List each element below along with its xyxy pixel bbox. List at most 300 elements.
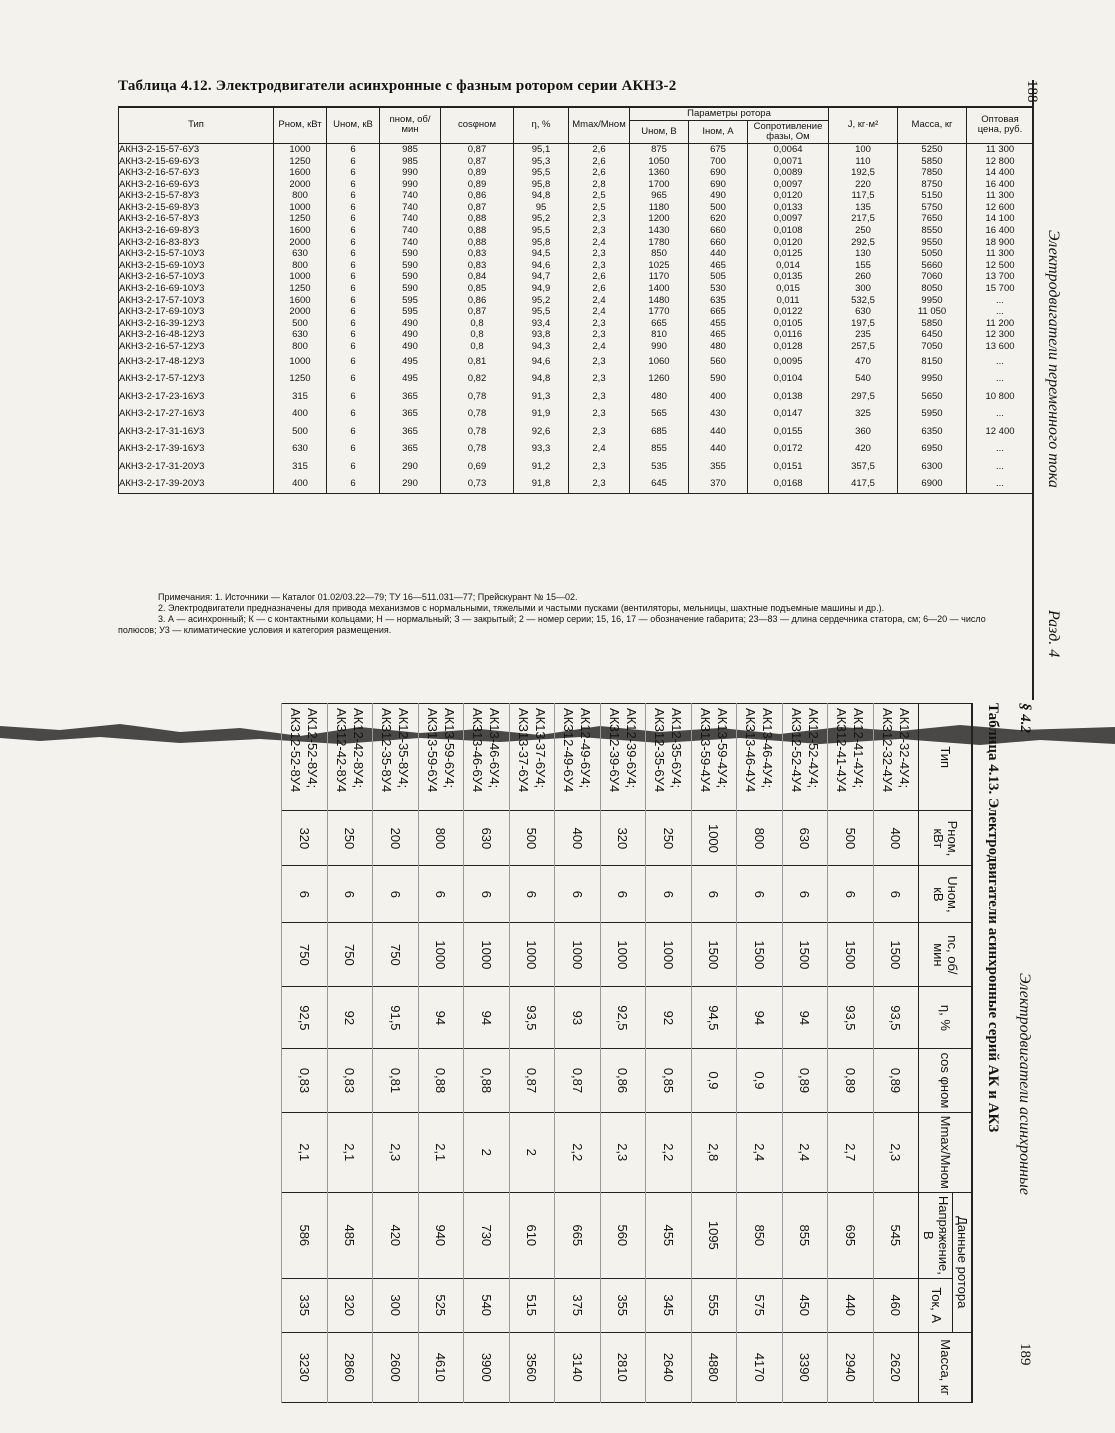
table-row [282, 704, 328, 1403]
table-cell: 0,86 [441, 295, 514, 307]
table-cell: 6 [327, 271, 380, 283]
table-cell: 0,87 [441, 202, 514, 214]
col-eta: η, % [514, 107, 569, 143]
type-line: АКЗ13-59-6У4 [424, 708, 440, 793]
table-cell: 11 050 [898, 306, 967, 318]
table-cell: 0,89 [873, 1049, 919, 1112]
table-cell: 985 [380, 143, 441, 155]
table-cell: 357,5 [829, 458, 898, 476]
table-cell: 5050 [898, 248, 967, 260]
table-row [737, 704, 783, 1403]
table-cell: 560 [689, 353, 748, 371]
table-cell: 2620 [873, 1332, 919, 1402]
table-cell: 0,73 [441, 475, 514, 493]
table-cell: АКНЗ-2-16-57-8У3 [119, 213, 274, 225]
table-cell: 0,0097 [748, 213, 829, 225]
table-cell: 3140 [555, 1332, 601, 1402]
table-cell: 2,5 [569, 190, 630, 202]
note-2: 2. Электродвигатели предназначены для привода механизмов с нормальными, тяжелыми и частыми пусками (вентиляторы, мельницы, шахтные подъемные машины и др.). [158, 603, 885, 613]
table-cell: 93,4 [514, 318, 569, 330]
table-cell: 8050 [898, 283, 967, 295]
page-189-content [113, 703, 1033, 1403]
table-cell: 6 [327, 458, 380, 476]
type-line: АК13-59-4У4; [714, 708, 730, 789]
table-cell: 855 [630, 440, 689, 458]
table-cell: 7850 [898, 167, 967, 179]
table-cell [828, 704, 874, 811]
table-cell: 800 [418, 811, 464, 866]
table-row [119, 237, 1034, 249]
table-cell: 990 [380, 167, 441, 179]
table-cell: ... [967, 295, 1034, 307]
table-cell: 1600 [274, 167, 327, 179]
table-cell: 6900 [898, 475, 967, 493]
type-line: АК13-59-6У4; [441, 708, 457, 789]
table-cell: 2,4 [569, 237, 630, 249]
table-cell: 465 [689, 329, 748, 341]
col-mass: Масса, кг [898, 107, 967, 143]
table-cell: 14 400 [967, 167, 1034, 179]
table-row [119, 388, 1034, 406]
col-rotor-i: Ток, А [919, 1278, 953, 1332]
table-cell: ... [967, 306, 1034, 318]
table-cell: 6 [327, 440, 380, 458]
table-cell: 490 [689, 190, 748, 202]
type-line: АК13-46-4У4; [760, 708, 776, 789]
table-cell [873, 704, 919, 811]
table-cell: 95,1 [514, 143, 569, 155]
table-cell: 630 [274, 329, 327, 341]
table-cell: 1000 [646, 923, 692, 987]
table-cell: 690 [689, 167, 748, 179]
table-cell: 3390 [782, 1332, 828, 1402]
table-cell: 665 [689, 306, 748, 318]
table-cell: 440 [689, 440, 748, 458]
table-cell: 7050 [898, 341, 967, 353]
col-j: J, кг·м² [829, 107, 898, 143]
table-cell: 2000 [274, 306, 327, 318]
table-cell: 1430 [630, 225, 689, 237]
table-cell: 94,5 [514, 248, 569, 260]
table-row [119, 167, 1034, 179]
table-cell: 1000 [600, 923, 646, 987]
table-cell: 535 [630, 458, 689, 476]
table-cell: АКНЗ-2-17-31-20У3 [119, 458, 274, 476]
table-cell: 95,8 [514, 179, 569, 191]
table-cell: 355 [600, 1278, 646, 1332]
table-cell: 6 [327, 156, 380, 168]
table-cell: 490 [380, 341, 441, 353]
table-4-13-body [282, 704, 919, 1403]
table-cell: 2,5 [569, 202, 630, 214]
table-cell: 130 [829, 248, 898, 260]
table-cell: 965 [630, 190, 689, 202]
table-cell: 0,0135 [748, 271, 829, 283]
running-title-top: Электродвигатели переменного тока [1045, 230, 1062, 488]
table-cell: 95,5 [514, 225, 569, 237]
table-cell: 11 300 [967, 143, 1034, 155]
table-cell: АКНЗ-2-17-48-12У3 [119, 353, 274, 371]
table-cell: 94 [737, 987, 783, 1049]
table-cell: 1600 [274, 225, 327, 237]
table-cell [373, 704, 419, 811]
table-cell: 6 [327, 866, 373, 923]
table-cell: 257,5 [829, 341, 898, 353]
table-cell: 2,3 [569, 318, 630, 330]
table-cell: 6 [646, 866, 692, 923]
table-cell: 197,5 [829, 318, 898, 330]
table-row [119, 370, 1034, 388]
table-row [119, 143, 1034, 155]
table-cell: 420 [373, 1192, 419, 1278]
table-cell: АКНЗ-2-17-39-20У3 [119, 475, 274, 493]
table-cell: 250 [327, 811, 373, 866]
table-cell: 610 [509, 1192, 555, 1278]
table-cell: ... [967, 440, 1034, 458]
table-cell: 2000 [274, 237, 327, 249]
table-cell: 0,87 [441, 143, 514, 155]
table-cell [737, 704, 783, 811]
table-row [119, 283, 1034, 295]
table-cell: 740 [380, 213, 441, 225]
table-cell: 94,5 [691, 987, 737, 1049]
table-cell: 0,0108 [748, 225, 829, 237]
type-line: АКЗ13-46-4У4 [743, 708, 759, 793]
table-cell: 800 [274, 190, 327, 202]
table-cell: 0,0133 [748, 202, 829, 214]
table-cell: 2,2 [555, 1112, 601, 1192]
table-cell: 430 [689, 405, 748, 423]
table-cell: АКНЗ-2-15-57-10У3 [119, 248, 274, 260]
table-row [555, 704, 601, 1403]
table-cell: 2,3 [873, 1112, 919, 1192]
table-cell: 6450 [898, 329, 967, 341]
table-cell: 665 [555, 1192, 601, 1278]
table-cell: 990 [630, 341, 689, 353]
table-cell: 0,0147 [748, 405, 829, 423]
table-cell: 2,3 [569, 388, 630, 406]
table-cell: 532,5 [829, 295, 898, 307]
table-cell: 94 [464, 987, 510, 1049]
table-cell: 685 [630, 423, 689, 441]
table-cell: 5660 [898, 260, 967, 272]
table-cell: 6 [282, 866, 328, 923]
table-cell: 490 [380, 318, 441, 330]
table-cell: АКНЗ-2-15-69-6У3 [119, 156, 274, 168]
table-cell: 2,3 [569, 225, 630, 237]
type-line: АКЗ12-52-4У4 [788, 708, 804, 793]
col-u-nom: Uном, кВ [919, 866, 972, 923]
table-cell: 1000 [418, 923, 464, 987]
table-cell: 0,9 [737, 1049, 783, 1112]
table-cell: АКНЗ-2-15-57-6У3 [119, 143, 274, 155]
table-cell: 0,0120 [748, 190, 829, 202]
table-cell: 0,85 [646, 1049, 692, 1112]
table-cell: 0,0105 [748, 318, 829, 330]
col-type: Тип [919, 704, 972, 811]
table-cell: АКНЗ-2-17-31-16У3 [119, 423, 274, 441]
table-cell: 6 [327, 179, 380, 191]
table-cell: 12 400 [967, 423, 1034, 441]
table-cell: 440 [689, 423, 748, 441]
note-3: 3. А — асинхронный; К — с контактными кольцами; Н — нормальный; З — закрытый; 2 — номер серии; 15, 16, 17 — обозначение габарита; 23—83 — длина сердечника статора, см; 6—20 — число полюсов; У3 — климатические условия и категория размещения. [118, 614, 986, 635]
table-cell: 1000 [274, 353, 327, 371]
table-cell: 1000 [464, 923, 510, 987]
table-row [509, 704, 555, 1403]
table-cell: 2,4 [782, 1112, 828, 1192]
table-cell: 1250 [274, 213, 327, 225]
table-cell: 2,1 [282, 1112, 328, 1192]
table-cell: 250 [829, 225, 898, 237]
table-cell: 555 [691, 1278, 737, 1332]
table-cell: 740 [380, 237, 441, 249]
table-cell: 1500 [691, 923, 737, 987]
table-cell: 2,3 [569, 353, 630, 371]
table-cell: 400 [689, 388, 748, 406]
table-cell [418, 704, 464, 811]
table-cell: 750 [327, 923, 373, 987]
table-cell: 6 [327, 295, 380, 307]
table-row [119, 353, 1034, 371]
col-n-c: nс, об/мин [919, 923, 972, 987]
table-cell: ... [967, 475, 1034, 493]
table-cell: 200 [373, 811, 419, 866]
table-cell: 0,87 [555, 1049, 601, 1112]
table-row [119, 190, 1034, 202]
table-cell: 0,9 [691, 1049, 737, 1112]
table-cell: 14 100 [967, 213, 1034, 225]
table-cell: 6950 [898, 440, 967, 458]
col-rotor-i: Iном, А [689, 120, 748, 143]
table-cell: 320 [282, 811, 328, 866]
table-cell: 740 [380, 225, 441, 237]
table-cell: 93 [555, 987, 601, 1049]
table-cell: 500 [689, 202, 748, 214]
table-cell: 0,83 [441, 260, 514, 272]
table-cell: 5850 [898, 156, 967, 168]
table-cell: 6 [873, 866, 919, 923]
table-cell: 0,88 [464, 1049, 510, 1112]
table-cell: 2,3 [569, 370, 630, 388]
running-title-bottom: Электродвигатели асинхронные [1016, 973, 1033, 1195]
table-cell: 1500 [737, 923, 783, 987]
table-cell: 8550 [898, 225, 967, 237]
table-cell: 2,4 [569, 440, 630, 458]
table-cell: 3230 [282, 1332, 328, 1402]
table-cell: 690 [689, 179, 748, 191]
type-line: АК12-42-8У4; [350, 708, 366, 789]
table-cell: 540 [829, 370, 898, 388]
table-cell: 6350 [898, 423, 967, 441]
table-cell: 260 [829, 271, 898, 283]
table-cell: 990 [380, 179, 441, 191]
table-cell: 94 [418, 987, 464, 1049]
table-cell: 5150 [898, 190, 967, 202]
table-cell: 525 [418, 1278, 464, 1332]
table-cell: 0,0104 [748, 370, 829, 388]
table-cell: АКНЗ-2-17-69-10У3 [119, 306, 274, 318]
table-cell: 0,014 [748, 260, 829, 272]
table-cell: 1500 [782, 923, 828, 987]
table-cell: 850 [737, 1192, 783, 1278]
table-cell: 6 [691, 866, 737, 923]
table-cell: 675 [689, 143, 748, 155]
table-cell: 1170 [630, 271, 689, 283]
type-line: АК12-39-6У4; [623, 708, 639, 789]
col-m-ratio: Mmax/Mном [919, 1112, 972, 1192]
table-cell: 11 300 [967, 190, 1034, 202]
table-cell: 94,7 [514, 271, 569, 283]
type-line: АК12-49-6У4; [578, 708, 594, 789]
note-1: Примечания: 1. Источники — Каталог 01.02/03.22—79; ТУ 16—511.031—77; Прейскурант № 15—02. [158, 592, 578, 602]
table-cell: 0,78 [441, 440, 514, 458]
table-cell: ... [967, 458, 1034, 476]
table-cell: АКНЗ-2-15-69-10У3 [119, 260, 274, 272]
table-cell: 95,5 [514, 306, 569, 318]
col-cos: cosφном [441, 107, 514, 143]
table-cell: 6 [327, 202, 380, 214]
table-cell: 0,0125 [748, 248, 829, 260]
table-cell: 590 [380, 271, 441, 283]
table-cell: 6 [828, 866, 874, 923]
table-row [119, 318, 1034, 330]
table-cell: 0,83 [282, 1049, 328, 1112]
table-cell: АКНЗ-2-16-83-8У3 [119, 237, 274, 249]
table-cell: 2,6 [569, 283, 630, 295]
table-cell: 417,5 [829, 475, 898, 493]
col-type: Тип [119, 107, 274, 143]
table-cell: 2,1 [327, 1112, 373, 1192]
table-cell: 91,5 [373, 987, 419, 1049]
table-cell: 0,84 [441, 271, 514, 283]
table-cell: 470 [829, 353, 898, 371]
table-cell: 6 [327, 190, 380, 202]
table-cell: 6 [555, 866, 601, 923]
table-cell: 365 [380, 405, 441, 423]
table-cell: АКНЗ-2-16-69-10У3 [119, 283, 274, 295]
table-row [327, 704, 373, 1403]
table-cell: 0,0122 [748, 306, 829, 318]
table-row [119, 202, 1034, 214]
table-cell: 800 [737, 811, 783, 866]
table-cell: 635 [689, 295, 748, 307]
table-cell: АКНЗ-2-16-57-12У3 [119, 341, 274, 353]
table-cell: 450 [782, 1278, 828, 1332]
table-cell: 575 [737, 1278, 783, 1332]
table-row [119, 405, 1034, 423]
table-cell: 750 [282, 923, 328, 987]
table-cell: 297,5 [829, 388, 898, 406]
table-cell: 0,8 [441, 341, 514, 353]
col-p-nom: Pном, кВт [274, 107, 327, 143]
table-cell [782, 704, 828, 811]
table-cell: 1000 [274, 202, 327, 214]
table-cell: 117,5 [829, 190, 898, 202]
table-cell: 1480 [630, 295, 689, 307]
table-cell: 6 [327, 213, 380, 225]
table-cell: 92,5 [282, 987, 328, 1049]
table-cell: 5850 [898, 318, 967, 330]
table-cell: 0,81 [441, 353, 514, 371]
table-cell: 0,0095 [748, 353, 829, 371]
table-cell: 0,89 [782, 1049, 828, 1112]
table-cell: 0,0138 [748, 388, 829, 406]
type-line: АКЗ12-52-8У4 [288, 708, 304, 793]
table-cell: 0,78 [441, 405, 514, 423]
table-cell: 0,0116 [748, 329, 829, 341]
table-cell: 0,0128 [748, 341, 829, 353]
table-cell: 1095 [691, 1192, 737, 1278]
type-line: АКЗ12-35-8У4 [379, 708, 395, 793]
col-price: Оптовая цена, руб. [967, 107, 1034, 143]
table-cell: 6 [327, 388, 380, 406]
table-cell: 6 [782, 866, 828, 923]
type-line: АК12-52-4У4; [805, 708, 821, 789]
table-cell: 1250 [274, 283, 327, 295]
table-cell: 16 400 [967, 179, 1034, 191]
table-cell: 94,3 [514, 341, 569, 353]
table-cell: 1250 [274, 156, 327, 168]
table-cell: 1260 [630, 370, 689, 388]
col-u-nom: Uном, кВ [327, 107, 380, 143]
table-cell: 0,86 [441, 190, 514, 202]
table-cell: 95,2 [514, 295, 569, 307]
table-cell: 217,5 [829, 213, 898, 225]
table-cell: 440 [828, 1278, 874, 1332]
table-cell: 13 600 [967, 341, 1034, 353]
table-cell: 400 [274, 475, 327, 493]
table-cell: 0,83 [327, 1049, 373, 1112]
table-cell: 0,011 [748, 295, 829, 307]
table-cell [509, 704, 555, 811]
table-cell: АКНЗ-2-17-57-12У3 [119, 370, 274, 388]
table-row [119, 248, 1034, 260]
table-cell: 95,3 [514, 156, 569, 168]
table-cell: 850 [630, 248, 689, 260]
page-number-189: 189 [1017, 1343, 1033, 1366]
table-cell: 500 [828, 811, 874, 866]
table-cell: 355 [689, 458, 748, 476]
table-cell: АКНЗ-2-16-69-6У3 [119, 179, 274, 191]
table-cell: 9950 [898, 370, 967, 388]
table-cell: 485 [327, 1192, 373, 1278]
table-cell: 8750 [898, 179, 967, 191]
table-cell: 365 [380, 423, 441, 441]
table-cell: 660 [689, 225, 748, 237]
table-row [119, 179, 1034, 191]
table-cell: 9550 [898, 237, 967, 249]
table-cell: 300 [373, 1278, 419, 1332]
table-cell: 0,78 [441, 388, 514, 406]
table-cell: 590 [380, 248, 441, 260]
table-cell: 0,88 [441, 237, 514, 249]
table-cell: 6 [373, 866, 419, 923]
table-cell: 292,5 [829, 237, 898, 249]
table-row [119, 341, 1034, 353]
table-cell: 3900 [464, 1332, 510, 1402]
table-cell: 12 600 [967, 202, 1034, 214]
table-cell [327, 704, 373, 811]
table-cell: 0,0064 [748, 143, 829, 155]
table-cell: 2,3 [600, 1112, 646, 1192]
table-row [373, 704, 419, 1403]
table-cell: 2,8 [569, 179, 630, 191]
table-cell: 2810 [600, 1332, 646, 1402]
table-cell: 740 [380, 190, 441, 202]
table-cell: 1200 [630, 213, 689, 225]
table-cell: АКНЗ-2-15-57-8У3 [119, 190, 274, 202]
table-cell: 2640 [646, 1332, 692, 1402]
